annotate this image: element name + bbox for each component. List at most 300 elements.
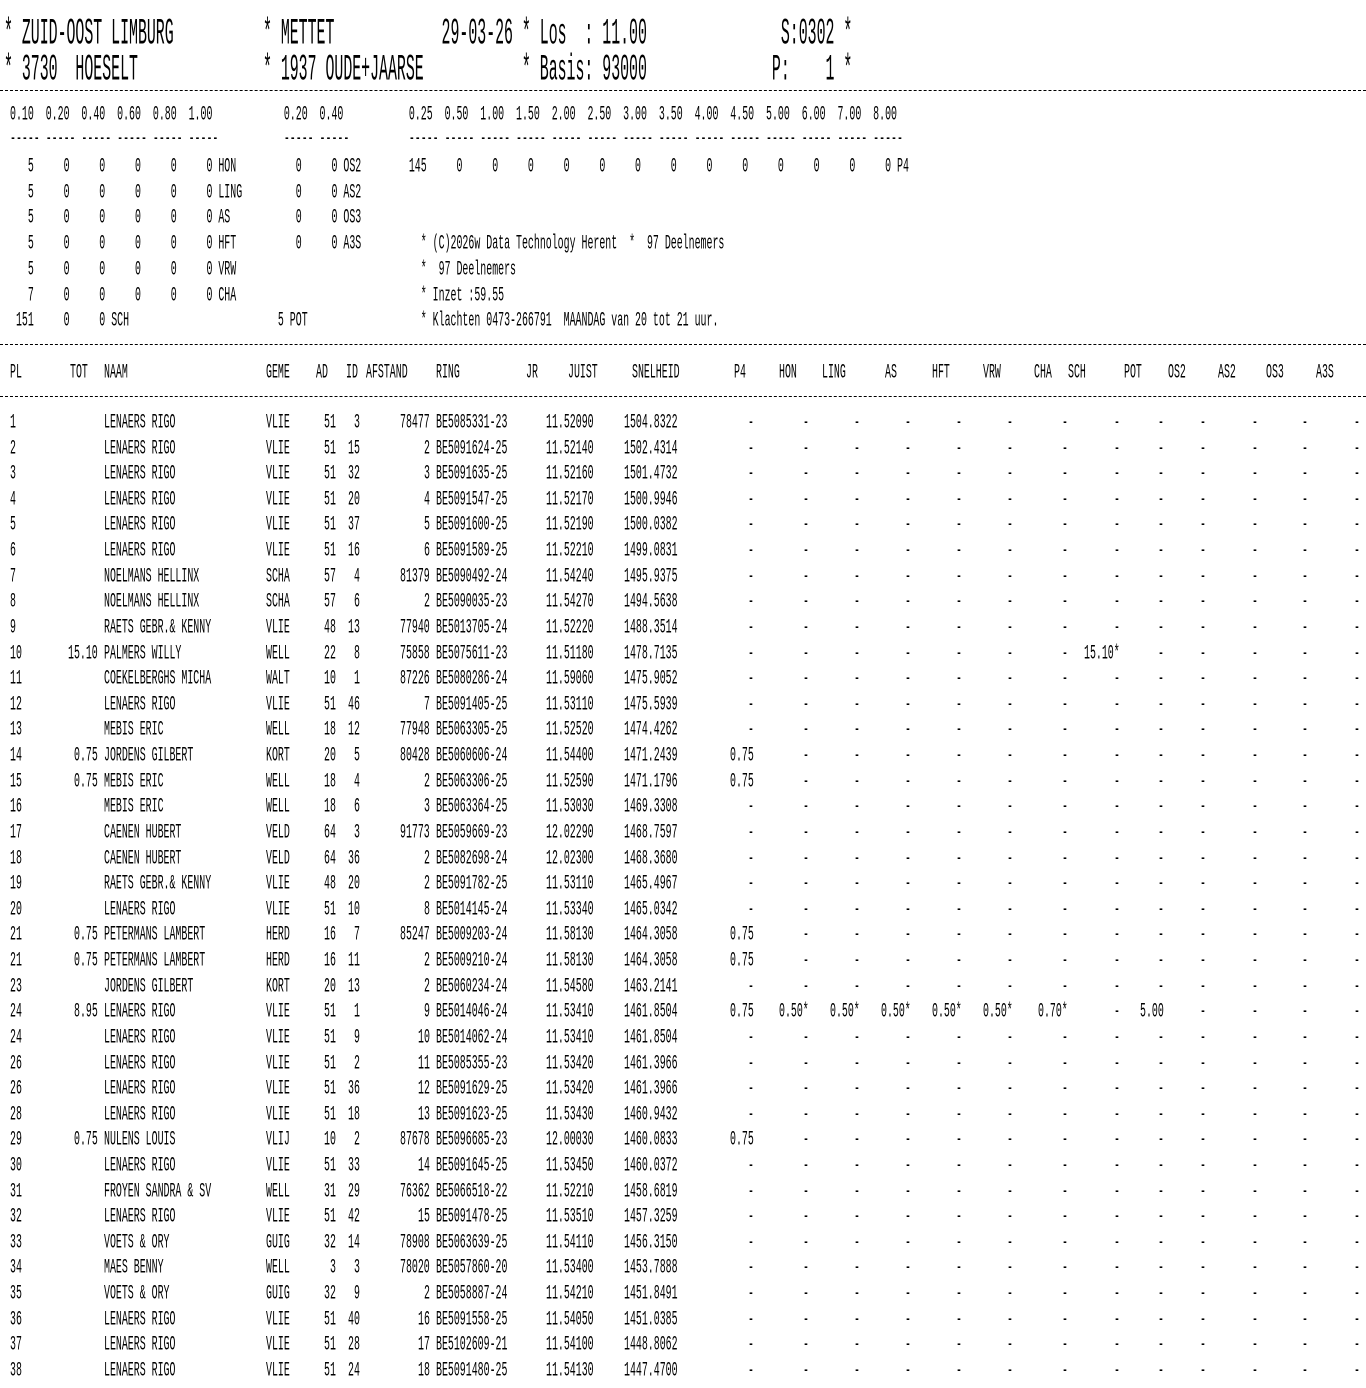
cell-p4: -: [748, 1307, 754, 1331]
cell-hon: -: [803, 820, 809, 844]
cell-os3: -: [1302, 692, 1308, 716]
cell-ring: BE5091478-25: [436, 1204, 508, 1228]
cell-pl: 26: [10, 1076, 22, 1100]
cell-hon: -: [803, 1128, 809, 1152]
cell-naam: PALMERS WILLY: [104, 641, 182, 665]
cell-cha: -: [1062, 461, 1068, 485]
cell-juist: 11.53410: [546, 999, 594, 1024]
cell-as: -: [905, 1256, 911, 1280]
cell-p4: 0.75: [730, 769, 754, 793]
cell-p4: -: [748, 1204, 754, 1228]
cell-os2: -: [1200, 1153, 1206, 1177]
cell-cha: -: [1062, 1051, 1068, 1075]
cell-as2: -: [1252, 1128, 1258, 1152]
cell-a3s: -: [1354, 1358, 1360, 1382]
cell-cha: 0.70*: [1038, 999, 1068, 1024]
cell-vrw: -: [1007, 871, 1013, 895]
cell-pl: 33: [10, 1230, 22, 1254]
cell-snelheid: 1501.4732: [624, 461, 678, 485]
cell-tot: 0.75: [74, 923, 98, 947]
cell-pot: 5.00: [1140, 999, 1164, 1024]
cell-hon: -: [803, 436, 809, 460]
cell-id: 14: [348, 1230, 360, 1254]
cell-naam: MEBIS ERIC: [104, 769, 164, 793]
cell-pot: -: [1158, 1076, 1164, 1100]
cell-as: -: [905, 641, 911, 665]
cell-ad: 32: [324, 1230, 336, 1254]
cell-os3: -: [1302, 718, 1308, 742]
cell-pot: -: [1158, 641, 1164, 665]
cell-os2: -: [1200, 923, 1206, 947]
cell-id: 29: [348, 1179, 360, 1203]
cell-pl: 30: [10, 1153, 22, 1177]
cell-ling: -: [854, 666, 860, 690]
cell-hon: -: [803, 846, 809, 870]
cell-ad: 64: [324, 846, 336, 870]
column-header-os2: OS2: [1168, 360, 1186, 384]
cell-sch: -: [1114, 871, 1120, 895]
cell-geme: VLIE: [266, 1333, 290, 1357]
cell-a3s: -: [1354, 1102, 1360, 1126]
cell-hon: -: [803, 1281, 809, 1305]
column-header-pot: POT: [1124, 360, 1142, 384]
cell-os3: -: [1302, 641, 1308, 665]
cell-ling: -: [854, 615, 860, 639]
cell-ad: 18: [324, 769, 336, 793]
cell-pot: -: [1158, 461, 1164, 485]
cell-afstand: 14: [418, 1153, 430, 1177]
cell-ring: BE5090035-23: [436, 590, 508, 614]
cell-p4: -: [748, 1102, 754, 1126]
cell-p4: -: [748, 795, 754, 819]
cell-afstand: 77940: [400, 615, 430, 639]
cell-sch: -: [1114, 461, 1120, 485]
cell-sch: -: [1114, 1025, 1120, 1049]
cell-as: -: [905, 666, 911, 690]
cell-pot: -: [1158, 1358, 1164, 1382]
cell-as2: -: [1252, 564, 1258, 588]
cell-snelheid: 1471.1796: [624, 769, 678, 793]
cell-ad: 3: [330, 1256, 336, 1280]
cell-cha: -: [1062, 513, 1068, 537]
cell-a3s: -: [1354, 1076, 1360, 1100]
cell-ling: -: [854, 1179, 860, 1203]
cell-snelheid: 1494.5638: [624, 590, 678, 614]
cell-as: -: [905, 513, 911, 537]
cell-geme: VLIE: [266, 1051, 290, 1075]
cell-as: -: [905, 487, 911, 511]
cell-id: 11: [348, 948, 360, 972]
cell-vrw: -: [1007, 666, 1013, 690]
cell-juist: 12.02290: [546, 820, 594, 844]
cell-geme: VELD: [266, 846, 290, 870]
cell-pl: 8: [10, 590, 16, 614]
cell-p4: 0.75: [730, 948, 754, 972]
cell-sch: -: [1114, 743, 1120, 767]
cell-juist: 11.54580: [546, 974, 594, 998]
cell-as2: -: [1252, 1025, 1258, 1049]
cell-hon: 0.50*: [779, 999, 809, 1024]
cell-cha: -: [1062, 1128, 1068, 1152]
cell-naam: LENAERS RIGO: [104, 538, 176, 562]
cell-juist: 11.51180: [546, 641, 594, 665]
cell-afstand: 16: [418, 1307, 430, 1331]
cell-sch: 15.10*: [1084, 641, 1120, 665]
cell-afstand: 87226: [400, 666, 430, 690]
cell-as: -: [905, 461, 911, 485]
cell-pot: -: [1158, 871, 1164, 895]
column-header-ling: LING: [822, 360, 846, 384]
cell-as2: -: [1252, 615, 1258, 639]
cell-p4: -: [748, 564, 754, 588]
cell-ad: 51: [324, 410, 336, 434]
cell-os2: -: [1200, 1333, 1206, 1357]
cell-os3: -: [1302, 820, 1308, 844]
cell-afstand: 13: [418, 1102, 430, 1126]
cell-afstand: 17: [418, 1333, 430, 1357]
cell-geme: WELL: [266, 1256, 290, 1280]
cell-sch: -: [1114, 513, 1120, 537]
cell-hft: -: [956, 1333, 962, 1357]
cell-juist: 11.54210: [546, 1281, 594, 1305]
cell-sch: -: [1114, 564, 1120, 588]
cell-ring: BE5063306-25: [436, 769, 508, 793]
cell-hft: -: [956, 1256, 962, 1280]
cell-hft: -: [956, 1102, 962, 1126]
cell-id: 3: [354, 1256, 360, 1280]
cell-hft: -: [956, 1128, 962, 1152]
cell-vrw: -: [1007, 1076, 1013, 1100]
cell-pot: -: [1158, 1230, 1164, 1254]
cell-vrw: -: [1007, 743, 1013, 767]
cell-ring: BE5091589-25: [436, 538, 508, 562]
cell-as2: -: [1252, 846, 1258, 870]
cell-as2: -: [1252, 410, 1258, 434]
stakes-line: 5 0 0 0 0 0 HON 0 0 OS2 145 0 0 0 0 0 0 0 0 0 0 0 0 0 P4: [10, 154, 909, 178]
cell-afstand: 8: [424, 897, 430, 921]
cell-sch: -: [1114, 436, 1120, 460]
cell-snelheid: 1468.3680: [624, 846, 678, 870]
cell-ling: -: [854, 871, 860, 895]
header-line-2: * 3730 HOESELT * 1937 OUDE+JAARSE * Basis: 93000 P: 1 *: [4, 49, 853, 92]
cell-juist: 11.54130: [546, 1358, 594, 1382]
cell-ring: BE5013705-24: [436, 615, 508, 639]
cell-pl: 5: [10, 513, 16, 537]
cell-snelheid: 1461.8504: [624, 1025, 678, 1049]
cell-as2: -: [1252, 1076, 1258, 1100]
cell-pl: 34: [10, 1256, 22, 1280]
cell-snelheid: 1504.8322: [624, 410, 678, 434]
cell-p4: -: [748, 461, 754, 485]
cell-os3: -: [1302, 1256, 1308, 1280]
cell-sch: -: [1114, 590, 1120, 614]
cell-ling: -: [854, 1153, 860, 1177]
cell-ring: BE5009203-24: [436, 923, 508, 947]
cell-juist: 11.54100: [546, 1333, 594, 1357]
cell-afstand: 2: [424, 1281, 430, 1305]
cell-as: -: [905, 1051, 911, 1075]
cell-geme: SCHA: [266, 564, 290, 588]
cell-p4: -: [748, 615, 754, 639]
cell-sch: -: [1114, 1128, 1120, 1152]
cell-hft: -: [956, 846, 962, 870]
cell-pl: 35: [10, 1281, 22, 1305]
column-header-ring: RING: [436, 360, 460, 384]
cell-tot: 8.95: [74, 999, 98, 1024]
cell-juist: 11.53340: [546, 897, 594, 921]
cell-ling: -: [854, 1333, 860, 1357]
cell-naam: LENAERS RIGO: [104, 999, 176, 1024]
cell-hon: -: [803, 897, 809, 921]
cell-hon: -: [803, 564, 809, 588]
cell-sch: -: [1114, 1230, 1120, 1254]
cell-as: -: [905, 1281, 911, 1305]
column-header-p4: P4: [734, 360, 746, 384]
cell-p4: 0.75: [730, 923, 754, 947]
cell-as2: -: [1252, 743, 1258, 767]
cell-naam: LENAERS RIGO: [104, 1358, 176, 1382]
cell-juist: 11.52160: [546, 461, 594, 485]
cell-sch: -: [1114, 666, 1120, 690]
cell-as: -: [905, 1102, 911, 1126]
cell-naam: LENAERS RIGO: [104, 410, 176, 434]
cell-pot: -: [1158, 948, 1164, 972]
cell-hon: -: [803, 1153, 809, 1177]
cell-as2: -: [1252, 948, 1258, 972]
cell-cha: -: [1062, 641, 1068, 665]
cell-os2: -: [1200, 846, 1206, 870]
cell-pl: 2: [10, 436, 16, 460]
cell-as: -: [905, 1307, 911, 1331]
cell-os2: -: [1200, 538, 1206, 562]
cell-id: 28: [348, 1333, 360, 1357]
cell-afstand: 75858: [400, 641, 430, 665]
cell-as2: -: [1252, 1358, 1258, 1382]
cell-cha: -: [1062, 1307, 1068, 1331]
cell-as: -: [905, 538, 911, 562]
cell-cha: -: [1062, 410, 1068, 434]
cell-afstand: 12: [418, 1076, 430, 1100]
cell-sch: -: [1114, 1153, 1120, 1177]
cell-vrw: -: [1007, 1179, 1013, 1203]
cell-cha: -: [1062, 1333, 1068, 1357]
cell-sch: -: [1114, 1204, 1120, 1228]
column-header-hon: HON: [779, 360, 797, 384]
cell-os2: -: [1200, 666, 1206, 690]
cell-geme: GUIG: [266, 1230, 290, 1254]
cell-tot: 0.75: [74, 948, 98, 972]
cell-id: 33: [348, 1153, 360, 1177]
cell-vrw: -: [1007, 461, 1013, 485]
cell-as: -: [905, 1333, 911, 1357]
cell-os2: -: [1200, 718, 1206, 742]
cell-id: 18: [348, 1102, 360, 1126]
cell-cha: -: [1062, 948, 1068, 972]
cell-vrw: -: [1007, 410, 1013, 434]
cell-ad: 51: [324, 1102, 336, 1126]
cell-as2: -: [1252, 1230, 1258, 1254]
cell-geme: GUIG: [266, 1281, 290, 1305]
cell-hon: -: [803, 487, 809, 511]
cell-vrw: -: [1007, 1153, 1013, 1177]
cell-ad: 51: [324, 1333, 336, 1357]
cell-geme: VLIE: [266, 1153, 290, 1177]
cell-pl: 20: [10, 897, 22, 921]
cell-sch: -: [1114, 769, 1120, 793]
cell-snelheid: 1500.9946: [624, 487, 678, 511]
cell-naam: CAENEN HUBERT: [104, 846, 182, 870]
cell-as2: -: [1252, 1256, 1258, 1280]
column-header-snelheid: SNELHEID: [632, 360, 680, 384]
cell-as: -: [905, 948, 911, 972]
cell-p4: -: [748, 1153, 754, 1177]
cell-a3s: -: [1354, 999, 1360, 1024]
cell-snelheid: 1469.3308: [624, 795, 678, 819]
cell-snelheid: 1456.3150: [624, 1230, 678, 1254]
cell-geme: VLIE: [266, 692, 290, 716]
cell-os2: -: [1200, 1025, 1206, 1049]
cell-pot: -: [1158, 1204, 1164, 1228]
cell-a3s: -: [1354, 1256, 1360, 1280]
cell-juist: 11.53110: [546, 871, 594, 895]
cell-snelheid: 1461.3966: [624, 1051, 678, 1075]
cell-a3s: -: [1354, 641, 1360, 665]
cell-p4: -: [748, 897, 754, 921]
cell-afstand: 78477: [400, 410, 430, 434]
cell-geme: VLIE: [266, 1358, 290, 1382]
column-header-a3s: A3S: [1316, 360, 1334, 384]
cell-p4: -: [748, 1230, 754, 1254]
stakes-line: 5 0 0 0 0 0 LING 0 0 AS2: [10, 180, 362, 204]
cell-juist: 11.52590: [546, 769, 594, 793]
cell-ring: BE5091547-25: [436, 487, 508, 511]
cell-ling: -: [854, 743, 860, 767]
cell-cha: -: [1062, 1102, 1068, 1126]
cell-id: 20: [348, 871, 360, 895]
cell-naam: LENAERS RIGO: [104, 1076, 176, 1100]
cell-ad: 51: [324, 513, 336, 537]
cell-naam: NULENS LOUIS: [104, 1128, 176, 1152]
cell-naam: LENAERS RIGO: [104, 513, 176, 537]
cell-ring: BE5063639-25: [436, 1230, 508, 1254]
cell-ring: BE5091623-25: [436, 1102, 508, 1126]
cell-a3s: -: [1354, 769, 1360, 793]
cell-ad: 48: [324, 871, 336, 895]
cell-hon: -: [803, 795, 809, 819]
cell-vrw: -: [1007, 795, 1013, 819]
cell-sch: -: [1114, 410, 1120, 434]
cell-p4: -: [748, 1256, 754, 1280]
cell-as2: -: [1252, 974, 1258, 998]
cell-ad: 57: [324, 564, 336, 588]
cell-geme: VLIE: [266, 871, 290, 895]
cell-juist: 11.52210: [546, 1179, 594, 1203]
cell-os3: -: [1302, 1204, 1308, 1228]
cell-juist: 11.54050: [546, 1307, 594, 1331]
cell-cha: -: [1062, 1076, 1068, 1100]
cell-ling: -: [854, 1204, 860, 1228]
cell-cha: -: [1062, 1281, 1068, 1305]
cell-a3s: -: [1354, 513, 1360, 537]
cell-cha: -: [1062, 692, 1068, 716]
cell-as2: -: [1252, 1153, 1258, 1177]
cell-ring: BE5014046-24: [436, 999, 508, 1024]
cell-os2: -: [1200, 1102, 1206, 1126]
cell-cha: -: [1062, 1256, 1068, 1280]
column-header-vrw: VRW: [983, 360, 1001, 384]
cell-a3s: -: [1354, 1025, 1360, 1049]
cell-geme: VLIE: [266, 487, 290, 511]
cell-id: 42: [348, 1204, 360, 1228]
cell-geme: VLIE: [266, 513, 290, 537]
cell-pot: -: [1158, 590, 1164, 614]
cell-os3: -: [1302, 795, 1308, 819]
cell-naam: VOETS & ORY: [104, 1230, 170, 1254]
cell-hon: -: [803, 461, 809, 485]
cell-ad: 51: [324, 1025, 336, 1049]
column-header-os3: OS3: [1266, 360, 1284, 384]
column-header-afstand: AFSTAND: [366, 360, 408, 384]
cell-juist: 11.53400: [546, 1256, 594, 1280]
cell-pot: -: [1158, 1051, 1164, 1075]
cell-as: -: [905, 615, 911, 639]
cell-as: -: [905, 1025, 911, 1049]
cell-naam: LENAERS RIGO: [104, 1204, 176, 1228]
cell-hon: -: [803, 1025, 809, 1049]
cell-naam: LENAERS RIGO: [104, 436, 176, 460]
cell-vrw: -: [1007, 923, 1013, 947]
cell-sch: -: [1114, 948, 1120, 972]
cell-geme: WELL: [266, 718, 290, 742]
cell-hon: -: [803, 615, 809, 639]
cell-sch: -: [1114, 1102, 1120, 1126]
cell-ring: BE5066518-22: [436, 1179, 508, 1203]
cell-as2: -: [1252, 795, 1258, 819]
cell-naam: NOELMANS HELLINX: [104, 564, 200, 588]
cell-p4: -: [748, 820, 754, 844]
cell-cha: -: [1062, 1204, 1068, 1228]
cell-snelheid: 1475.9052: [624, 666, 678, 690]
cell-sch: -: [1114, 923, 1120, 947]
cell-afstand: 2: [424, 948, 430, 972]
cell-cha: -: [1062, 1025, 1068, 1049]
column-header-juist: JUIST: [568, 360, 598, 384]
cell-os2: -: [1200, 974, 1206, 998]
cell-pot: -: [1158, 974, 1164, 998]
cell-as2: -: [1252, 999, 1258, 1024]
cell-afstand: 7: [424, 692, 430, 716]
cell-juist: 12.00030: [546, 1128, 594, 1152]
cell-id: 16: [348, 538, 360, 562]
cell-ling: -: [854, 923, 860, 947]
cell-naam: COEKELBERGHS MICHA: [104, 666, 212, 690]
cell-id: 2: [354, 1051, 360, 1075]
cell-pot: -: [1158, 1153, 1164, 1177]
cell-tot: 15.10: [68, 641, 98, 665]
cell-a3s: -: [1354, 948, 1360, 972]
cell-id: 6: [354, 590, 360, 614]
cell-a3s: -: [1354, 564, 1360, 588]
cell-ad: 51: [324, 897, 336, 921]
cell-naam: JORDENS GILBERT: [104, 974, 194, 998]
cell-ling: -: [854, 564, 860, 588]
cell-id: 36: [348, 846, 360, 870]
cell-os2: -: [1200, 999, 1206, 1024]
cell-ad: 18: [324, 718, 336, 742]
cell-pl: 18: [10, 846, 22, 870]
cell-geme: VLIE: [266, 436, 290, 460]
cell-juist: 11.53430: [546, 1102, 594, 1126]
